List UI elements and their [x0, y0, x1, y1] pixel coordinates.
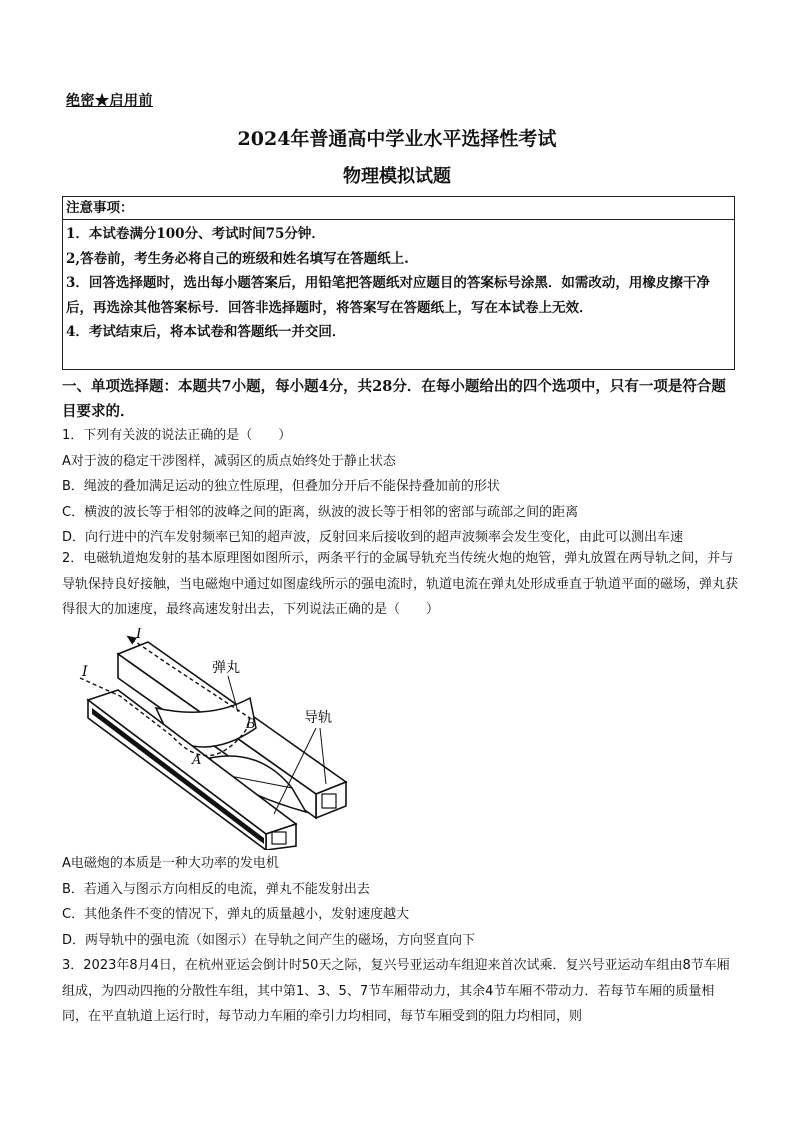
label-rail: 导轨 — [304, 710, 332, 726]
question-stem: 2．电磁轨道炮发射的基本原理图如图所示，两条平行的金属导轨充当传统火炮的炮管，弹丸放置在两导轨之间，并与导轨保持良好接触，当电磁炮中通过如图虚线所示的强电流时，轨道电流在弹丸处形成垂直于轨道平面的磁场，弹丸获得很大的加速度，最终高速发射出去，下列说法正确的是（ ） — [62, 551, 739, 617]
question-stem: 3．2023年8月4日，在杭州亚运会倒计时50天之际，复兴号亚运动车组迎来首次试乘．复兴号亚运动车组由8节车厢组成，为四动四拖的分散性车组，其中第1、3、5、7节车厢带动力，其余4节车厢不带动力．若每节车厢的质量相同，在平直轨道上运行时，每节动力车厢的牵引力均相同，每节车厢受到的阻力均相同，则 — [62, 958, 730, 1024]
question-3 — [62, 953, 738, 1030]
notice-box — [62, 196, 735, 370]
section-heading — [62, 374, 738, 424]
question-stem: 1．下列有关波的说法正确的是（ ） — [62, 428, 292, 443]
section-heading-text: 一、单项选择题：本题共7小题，每小题4分，共28分．在每小题给出的四个选项中，只有一项是符合题目要求的． — [62, 378, 726, 420]
notice-item: 4．考试结束后，将本试卷和答题纸一并交回． — [66, 324, 346, 340]
label-projectile: 弹丸 — [212, 660, 240, 676]
railgun-figure — [60, 628, 360, 850]
notice-item: 2,答卷前，考生务必将自己的班级和姓名填写在答题纸上. — [66, 250, 409, 267]
exam-subtitle: 物理模拟试题 — [343, 166, 451, 187]
notice-item: 1．本试卷满分100分、考试时间75分钟． — [66, 226, 325, 242]
option-d: D．向行进中的汽车发射频率已知的超声波，反射回来后接收到的超声波频率会发生变化，由此可以测出车速 — [62, 530, 684, 545]
option-c: C．横波的波长等于相邻的波峰之间的距离，纵波的波长等于相邻的密部与疏部之间的距离 — [62, 504, 579, 520]
question-1 — [62, 423, 738, 551]
option-b: B．绳波的叠加满足运动的独立性原理，但叠加分开后不能保持叠加前的形状 — [62, 479, 500, 494]
secret-mark: 绝密★启用前 — [66, 93, 153, 109]
exam-title: 2024年普通高中学业水平选择性考试 — [237, 128, 557, 150]
question-2 — [62, 546, 738, 623]
option-c: C．其他条件不变的情况下，弹丸的质量越小，发射速度越大 — [62, 907, 410, 922]
notice-body — [63, 220, 734, 345]
label-current-top: I — [136, 628, 142, 642]
question-2-options — [62, 851, 738, 953]
option-a: A对于波的稳定干涉图样，减弱区的质点始终处于静止状态 — [62, 453, 396, 469]
notice-heading: 注意事项： — [63, 197, 734, 220]
notice-item: 3．回答选择题时，选出每小题答案后，用铅笔把答题纸对应题目的答案标号涂黑．如需改动，用橡皮擦干净后，再选涂其他答案标号．回答非选择题时，将答案写在答题纸上，写在本试卷上无效． — [66, 275, 710, 316]
label-b: B — [246, 717, 256, 732]
option-a: A电磁炮的本质是一种大功率的发电机 — [62, 856, 279, 871]
option-d: D．两导轨中的强电流（如图示）在导轨之间产生的磁场，方向竖直向下 — [62, 932, 476, 948]
label-a: A — [192, 753, 202, 768]
option-b: B．若通入与图示方向相反的电流，弹丸不能发射出去 — [62, 881, 370, 897]
label-current-left: I — [82, 664, 88, 680]
